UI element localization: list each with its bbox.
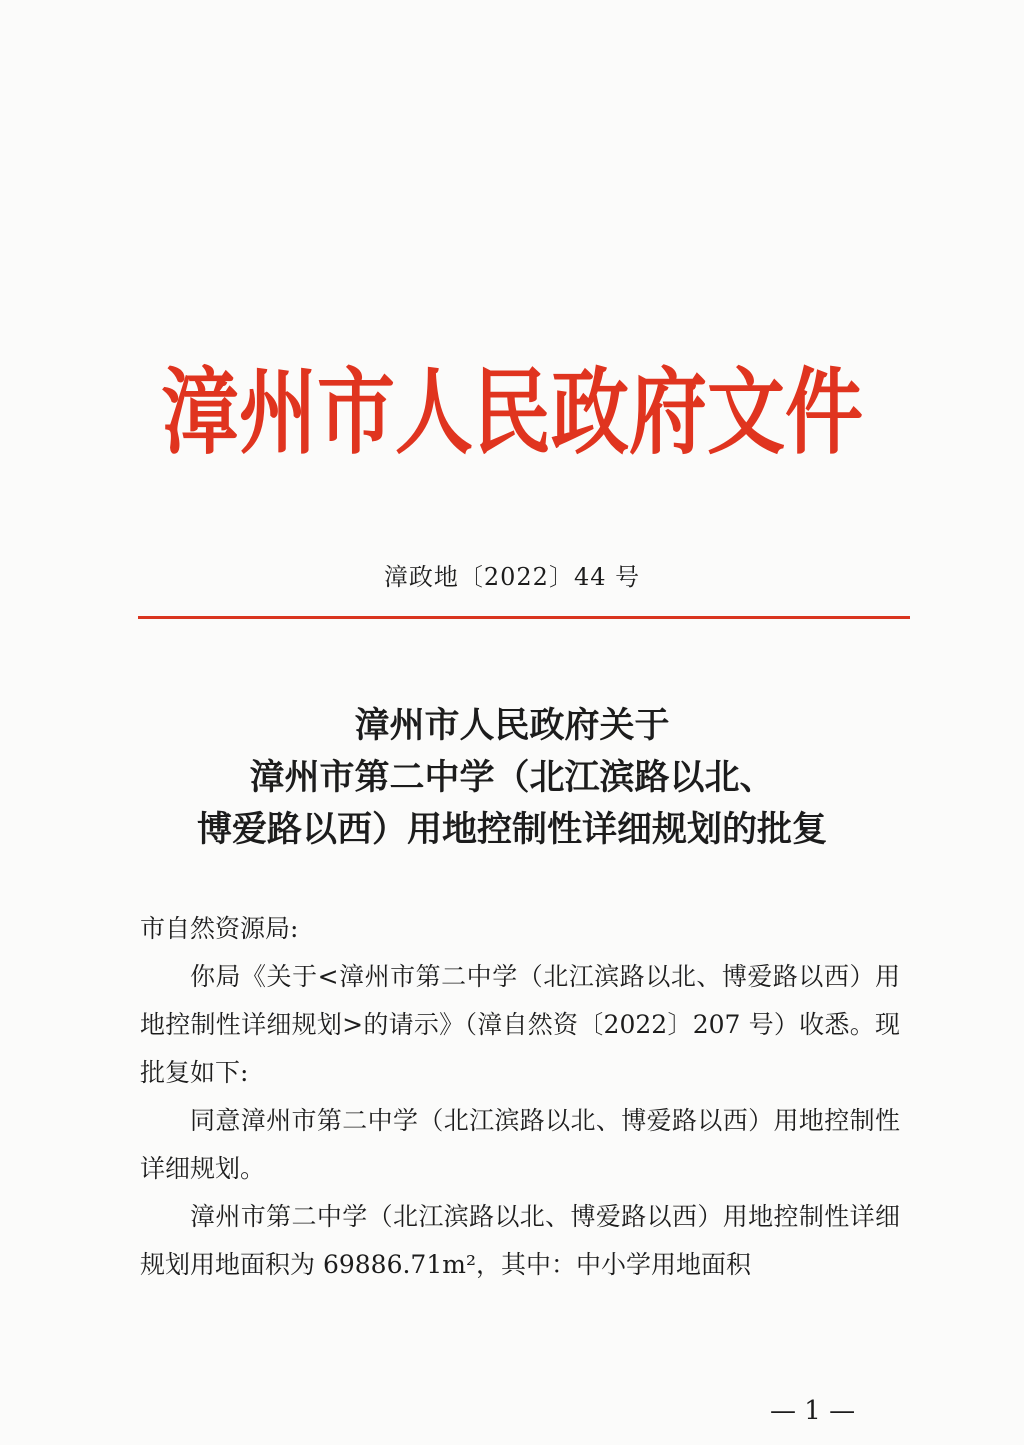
title-line-1: 漳州市人民政府关于 [354, 705, 670, 746]
title-line-3: 博爱路以西）用地控制性详细规划的批复 [196, 809, 827, 850]
addressee: 市自然资源局: [140, 914, 299, 943]
paragraph-2: 同意漳州市第二中学（北江滨路以北、博爱路以西）用地控制性详细规划。 [140, 1106, 900, 1183]
document-header-title: 漳州市人民政府文件 [160, 358, 863, 468]
page-number: — 1 — [770, 1396, 856, 1426]
document-title [112, 700, 912, 856]
paragraph-1: 你局《关于<漳州市第二中学（北江滨路以北、博爱路以西）用地控制性详细规划>的请示》（漳自然资〔2022〕207 号）收悉。现批复如下: [140, 962, 900, 1087]
red-divider [138, 616, 910, 619]
document-number: 漳政地〔2022〕44 号 [383, 563, 641, 591]
paragraph-3: 漳州市第二中学（北江滨路以北、博爱路以西）用地控制性详细规划用地面积为 69886.71m²，其中：中小学用地面积 [140, 1202, 900, 1279]
title-line-2: 漳州市第二中学（北江滨路以北、 [249, 757, 775, 798]
document-body [140, 905, 900, 1289]
